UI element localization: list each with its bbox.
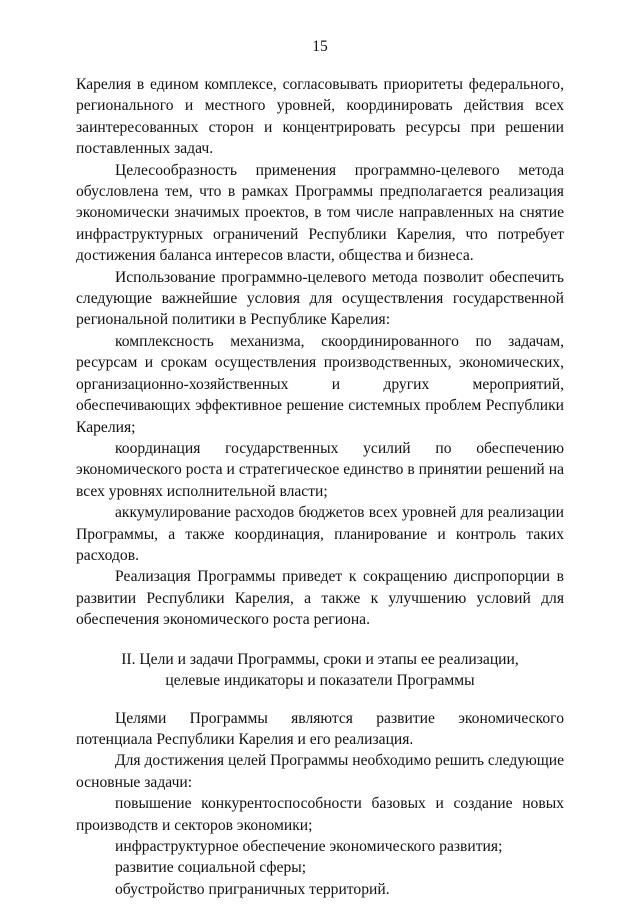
document-body <box>76 74 564 900</box>
paragraph: Целями Программы являются развитие экономического потенциала Республики Карелия и его реализация. <box>76 709 564 748</box>
paragraph: Для достижения целей Программы необходимо решить следующие основные задачи: <box>76 752 564 791</box>
paragraph: развитие социальной сферы; <box>115 859 307 877</box>
paragraph: Использование программно-целевого метода позволит обеспечить следующие важнейшие условия для осуществления государственной региональной политики в Республике Карелия: <box>76 268 564 329</box>
paragraph: инфраструктурное обеспечение экономического развития; <box>115 838 503 855</box>
paragraph: аккумулирование расходов бюджетов всех уровней для реализации Программы, а также координация, планирование и контроль таких расходов. <box>76 504 564 564</box>
section-heading-line-1: II. Цели и задачи Программы, сроки и этапы ее реализации, <box>121 650 519 668</box>
section-heading <box>76 649 564 691</box>
paragraph: обустройство приграничных территорий. <box>115 880 390 898</box>
paragraph: комплексность механизма, скоординированного по задачам, ресурсам и срокам осуществления производственных, экономических, организационно-хозяйственных и других мероприятий, обеспечивающих эффективное решение системных проблем Республики Карелия; <box>76 332 564 436</box>
paragraph: Карелия в едином комплексе, согласовывать приоритеты федерального, регионального и местного уровней, координировать действия всех заинтересованных сторон и концентрировать ресурсы при решении поставленных задач. <box>76 76 564 158</box>
paragraph: Целесообразность применения программно-целевого метода обусловлена тем, что в рамках Программы предполагается реализация экономически значимых проектов, в том числе направленных на снятие инфраструктурных ограничений Республики Карелия, что потребует достижения баланса интересов власти, общества и бизнеса. <box>76 161 564 265</box>
paragraph: повышение конкурентоспособности базовых и создание новых производств и секторов экономики; <box>76 795 564 834</box>
paragraph-group-before <box>76 74 564 631</box>
page-number: 15 <box>312 38 328 55</box>
paragraph: координация государственных усилий по обеспечению экономического роста и стратегическое единство в принятии решений на всех уровнях исполнительной власти; <box>76 439 564 500</box>
paragraph: Реализация Программы приведет к сокращению диспропорции в развитии Республики Карелия, а также к улучшению условий для обеспечения экономического роста региона. <box>76 568 564 629</box>
section-heading-line-2: целевые индикаторы и показатели Программы <box>165 671 475 689</box>
paragraph-group-after <box>76 708 564 901</box>
